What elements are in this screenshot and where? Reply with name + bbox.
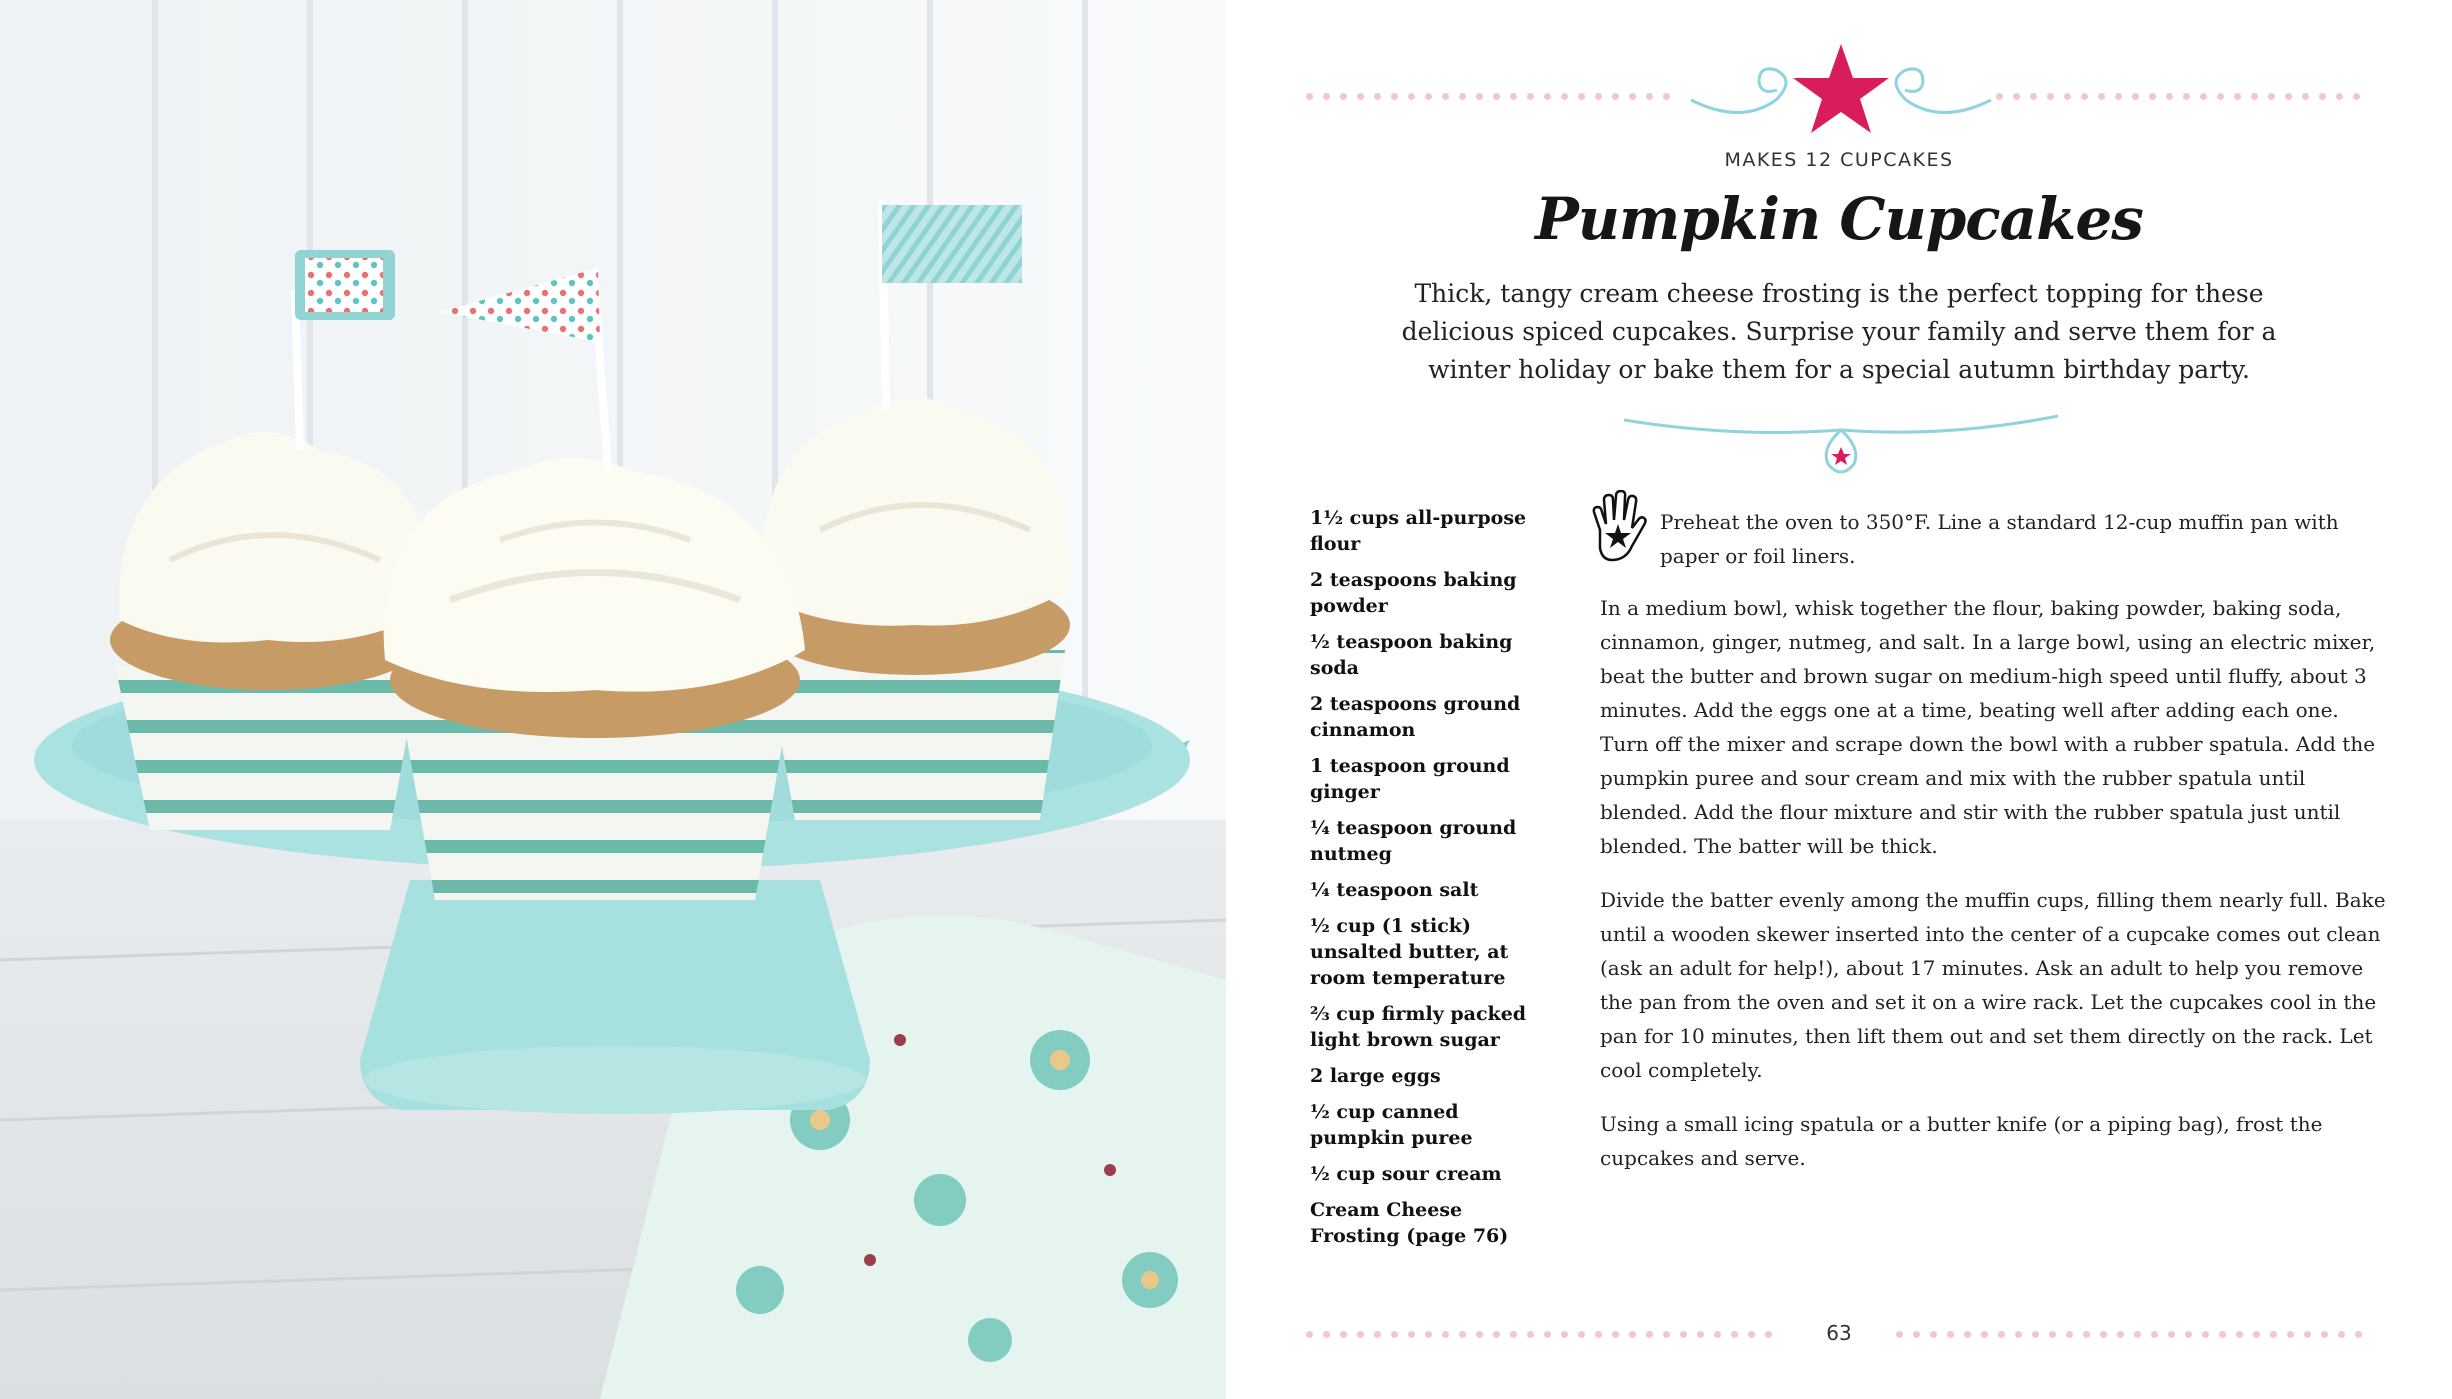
method-step: Using a small icing spatula or a butter knife (or a piping bag), frost the cupcakes and serve. bbox=[1600, 1112, 2323, 1170]
divider-dot bbox=[1527, 93, 1534, 100]
divider-dot bbox=[2202, 1331, 2209, 1338]
ingredient-item: ½ cup (1 stick) unsalted butter, at room temperature bbox=[1310, 915, 1509, 989]
divider-dot bbox=[1663, 1331, 1670, 1338]
divider-dot bbox=[2285, 93, 2292, 100]
ingredient-item: ¼ teaspoon salt bbox=[1310, 879, 1479, 901]
divider-dot bbox=[2066, 1331, 2073, 1338]
divider-dot bbox=[1442, 1331, 1449, 1338]
divider-dot bbox=[1357, 1331, 1364, 1338]
ingredient-item: 1 teaspoon ground ginger bbox=[1310, 755, 1510, 803]
divider-dot bbox=[2064, 93, 2071, 100]
divider-dot bbox=[2168, 1331, 2175, 1338]
divider-dot bbox=[1930, 1331, 1937, 1338]
small-star-icon bbox=[1831, 447, 1851, 465]
divider-dot bbox=[1663, 93, 1670, 100]
divider-dot bbox=[2032, 1331, 2039, 1338]
divider-dot bbox=[1340, 1331, 1347, 1338]
star-icon bbox=[1793, 44, 1889, 133]
divider-dot bbox=[2115, 93, 2122, 100]
ingredient-item: 2 large eggs bbox=[1310, 1065, 1441, 1087]
divider-dot bbox=[2236, 1331, 2243, 1338]
divider-dot bbox=[2183, 93, 2190, 100]
divider-dot bbox=[2355, 1331, 2362, 1338]
divider-dot bbox=[2287, 1331, 2294, 1338]
divider-dot bbox=[1544, 93, 1551, 100]
ingredient-item: 2 teaspoons baking powder bbox=[1310, 569, 1517, 617]
divider-dot bbox=[1425, 93, 1432, 100]
divider-dot bbox=[2117, 1331, 2124, 1338]
ingredient-item: ½ teaspoon baking soda bbox=[1310, 631, 1513, 679]
divider-dot bbox=[1964, 1331, 1971, 1338]
divider-dot bbox=[1493, 93, 1500, 100]
method-step: In a medium bowl, whisk together the flour, baking powder, baking soda, cinnamon, ginger, nutmeg, and salt. In a large bowl, using an electric mixer, beat the butter and brown sugar on medium-high speed until fluffy, about 3 minutes. Add the eggs one at a time, beating well after adding each one. Turn off the mixer and scrape down the bowl with a rubber spatula. Add the pumpkin puree and sour cream and mix with the rubber spatula until blended. Add the flour mixture and stir with the rubber spatula just until blended. The batter will be thick. bbox=[1600, 596, 2376, 858]
divider-dot bbox=[1612, 93, 1619, 100]
star-ornament bbox=[1681, 40, 2001, 140]
divider-dot bbox=[1510, 93, 1517, 100]
divider-dot bbox=[1306, 93, 1313, 100]
ingredient-item: ½ cup canned pumpkin puree bbox=[1310, 1101, 1473, 1149]
divider-dot bbox=[1646, 1331, 1653, 1338]
divider-dot bbox=[1442, 93, 1449, 100]
bottom-dotted-rule-left bbox=[1306, 1328, 1786, 1342]
ingredient-item: 1½ cups all-purpose flour bbox=[1310, 507, 1527, 555]
divider-dot bbox=[1595, 1331, 1602, 1338]
page-number: 63 bbox=[1826, 1321, 1852, 1345]
divider-dot bbox=[1748, 1331, 1755, 1338]
divider-dot bbox=[1629, 1331, 1636, 1338]
divider-dot bbox=[1425, 1331, 1432, 1338]
divider-dot bbox=[1476, 93, 1483, 100]
divider-dot bbox=[1459, 93, 1466, 100]
divider-dot bbox=[1306, 1331, 1313, 1338]
recipe-title: Pumpkin Cupcakes bbox=[1535, 185, 2143, 253]
divider-dot bbox=[2098, 93, 2105, 100]
divider-dot bbox=[1391, 93, 1398, 100]
divider-dot bbox=[2185, 1331, 2192, 1338]
divider-dot bbox=[1680, 1331, 1687, 1338]
divider-dot bbox=[1697, 1331, 1704, 1338]
divider-dot bbox=[2100, 1331, 2107, 1338]
divider-dot bbox=[1578, 93, 1585, 100]
divider-dot bbox=[1765, 1331, 1772, 1338]
divider-dot bbox=[2217, 93, 2224, 100]
divider-dot bbox=[2304, 1331, 2311, 1338]
method-steps bbox=[1600, 505, 2390, 1195]
divider-dot bbox=[1493, 1331, 1500, 1338]
divider-dot bbox=[2083, 1331, 2090, 1338]
divider-dot bbox=[1476, 1331, 1483, 1338]
divider-dot bbox=[1595, 93, 1602, 100]
divider-dot bbox=[2234, 93, 2241, 100]
divider-dot bbox=[1947, 1331, 1954, 1338]
divider-dot bbox=[2219, 1331, 2226, 1338]
divider-dot bbox=[1998, 1331, 2005, 1338]
divider-dot bbox=[1714, 1331, 1721, 1338]
ingredient-item: ½ cup sour cream bbox=[1310, 1163, 1502, 1185]
divider-dot bbox=[1357, 93, 1364, 100]
divider-dot bbox=[1544, 1331, 1551, 1338]
divider-dot bbox=[1646, 93, 1653, 100]
ingredient-list bbox=[1310, 505, 1550, 1259]
divider-dot bbox=[1561, 1331, 1568, 1338]
divider-dot bbox=[2353, 93, 2360, 100]
ingredient-item: 2 teaspoons ground cinnamon bbox=[1310, 693, 1521, 741]
divider-dot bbox=[2134, 1331, 2141, 1338]
divider-dot bbox=[1408, 93, 1415, 100]
ingredient-item: Cream Cheese Frosting (page 76) bbox=[1310, 1199, 1509, 1247]
divider-dot bbox=[2268, 93, 2275, 100]
divider-dot bbox=[2319, 93, 2326, 100]
divider-dot bbox=[1527, 1331, 1534, 1338]
method-step: Preheat the oven to 350°F. Line a standard 12-cup muffin pan with paper or foil liners. bbox=[1660, 510, 2339, 568]
divider-dot bbox=[1459, 1331, 1466, 1338]
divider-dot bbox=[2030, 93, 2037, 100]
divider-dot bbox=[2047, 93, 2054, 100]
divider-dot bbox=[2049, 1331, 2056, 1338]
divider-dot bbox=[2270, 1331, 2277, 1338]
divider-dot bbox=[1391, 1331, 1398, 1338]
divider-dot bbox=[2081, 93, 2088, 100]
swirl-divider bbox=[1616, 408, 2066, 488]
method-step: Divide the batter evenly among the muffin cups, filling them nearly full. Bake until a wooden skewer inserted into the center of a cupcake comes out clean (ask an adult for help!), about 17 minutes. Ask an adult to help you remove the pan from the oven and set it on a wire rack. Let the cupcakes cool in the pan for 10 minutes, then lift them out and set them directly on the rack. Let cool completely. bbox=[1600, 888, 2386, 1082]
divider-dot bbox=[1913, 1331, 1920, 1338]
divider-dot bbox=[2302, 93, 2309, 100]
ingredient-item: ¼ teaspoon ground nutmeg bbox=[1310, 817, 1517, 865]
divider-dot bbox=[1561, 93, 1568, 100]
divider-dot bbox=[1340, 93, 1347, 100]
top-dotted-rule-left bbox=[1306, 90, 1686, 104]
divider-dot bbox=[1981, 1331, 1988, 1338]
divider-dot bbox=[2132, 93, 2139, 100]
divider-dot bbox=[2338, 1331, 2345, 1338]
divider-dot bbox=[1323, 93, 1330, 100]
ingredient-item: ⅔ cup firmly packed light brown sugar bbox=[1310, 1003, 1527, 1051]
top-dotted-rule-right bbox=[1996, 90, 2376, 104]
divider-dot bbox=[2013, 93, 2020, 100]
divider-dot bbox=[1578, 1331, 1585, 1338]
divider-dot bbox=[2336, 93, 2343, 100]
divider-dot bbox=[1408, 1331, 1415, 1338]
divider-dot bbox=[2321, 1331, 2328, 1338]
divider-dot bbox=[2253, 1331, 2260, 1338]
divider-dot bbox=[2166, 93, 2173, 100]
recipe-yield: MAKES 12 CUPCAKES bbox=[1724, 149, 1954, 171]
divider-dot bbox=[2149, 93, 2156, 100]
divider-dot bbox=[1323, 1331, 1330, 1338]
divider-dot bbox=[1612, 1331, 1619, 1338]
bottom-dotted-rule-right bbox=[1896, 1328, 2376, 1342]
divider-dot bbox=[2200, 93, 2207, 100]
recipe-page bbox=[1226, 0, 2452, 1399]
recipe-intro: Thick, tangy cream cheese frosting is the perfect topping for these delicious spiced cupcakes. Surprise your family and serve them for a winter holiday or bake them for a special autumn birthday party. bbox=[1401, 279, 2277, 384]
divider-dot bbox=[1629, 93, 1636, 100]
divider-dot bbox=[1731, 1331, 1738, 1338]
divider-dot bbox=[2015, 1331, 2022, 1338]
divider-dot bbox=[2251, 93, 2258, 100]
divider-dot bbox=[1896, 1331, 1903, 1338]
divider-dot bbox=[1374, 93, 1381, 100]
divider-dot bbox=[1374, 1331, 1381, 1338]
divider-dot bbox=[2151, 1331, 2158, 1338]
divider-dot bbox=[1510, 1331, 1517, 1338]
